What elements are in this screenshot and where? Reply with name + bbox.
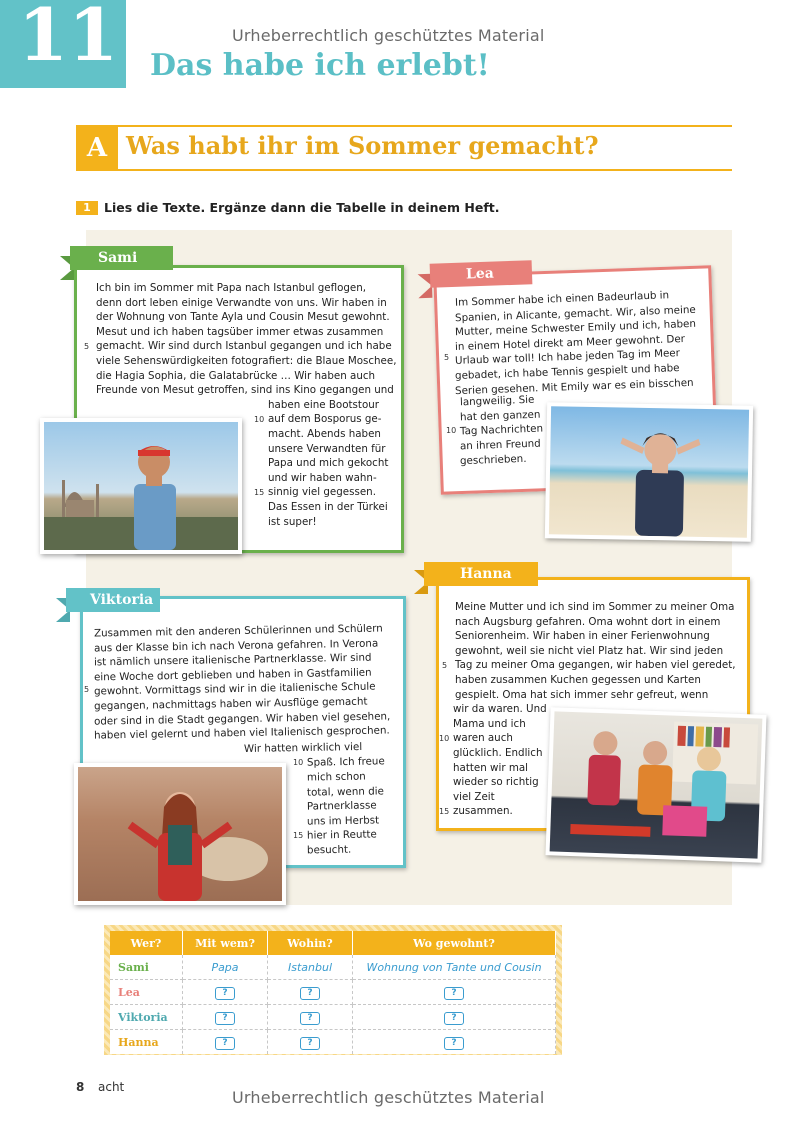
lea-text-line: Im Sommer habe ich einen Badeurlaub in — [454, 289, 670, 309]
viktoria-text-line: Spaß. Ich freue — [306, 755, 385, 770]
lea-text-line: geschrieben. — [459, 452, 527, 467]
sami-text-line: auf dem Bosporus ge- — [268, 413, 382, 426]
table-header-row — [110, 931, 556, 955]
sami-text-line: Mesut und ich haben tagsüber immer etwas zusammen — [96, 325, 384, 338]
tag-viktoria: Viktoria — [66, 588, 160, 612]
line-number: 5 — [442, 661, 448, 671]
viktoria-text-line: gewohnt. Vormittags sind wir in die italienische Schule — [93, 680, 376, 698]
line-number: 15 — [439, 807, 450, 817]
lea-text-line: Mutter, meine Schwester Emily und ich, haben — [454, 317, 697, 339]
hanna-text-line: waren auch — [453, 732, 513, 745]
lea-text-line: langweilig. Sie — [459, 393, 535, 409]
line-number: 10 — [446, 426, 457, 436]
row-name: Lea — [110, 980, 183, 1005]
task-instruction: Lies die Texte. Ergänze dann die Tabelle in deinem Heft. — [104, 200, 500, 215]
table-row — [110, 955, 556, 980]
viktoria-text-line: gegangen, nachmittags haben wir Ausflüge gemacht — [93, 695, 368, 713]
sami-text-line: unsere Verwandten für — [268, 442, 386, 455]
viktoria-text-line: haben viel gelernt und haben viel Italienisch gesprochen. — [93, 724, 390, 742]
photo-lea — [545, 402, 753, 542]
sami-text-line: und wir haben wahn- — [268, 471, 377, 484]
photo-sami — [40, 418, 242, 554]
line-number: 10 — [293, 758, 304, 768]
lea-text-line: Urlaub war toll! Ich habe jeden Tag im Meer — [454, 347, 681, 368]
chapter-number: 11 — [18, 0, 119, 77]
watermark-bottom: Urheberrechtlich geschütztes Material — [232, 1088, 545, 1107]
hanna-text-line: gespielt. Oma hat sich immer sehr gefreut, wenn — [455, 688, 709, 701]
hanna-text-line: zusammen. — [453, 805, 513, 818]
sami-text-line: Papa und mich gekocht — [268, 457, 389, 470]
table-row — [110, 1030, 556, 1055]
tag-hanna: Hanna — [424, 562, 538, 586]
results-table-grid — [110, 931, 556, 1054]
row-where — [268, 1005, 353, 1030]
lea-text-line: gebadet, ich habe Tennis gespielt und habe — [454, 362, 680, 382]
row-name: Sami — [110, 955, 183, 980]
section-title: Was habt ihr im Sommer gemacht? — [126, 131, 599, 160]
row-with — [183, 1005, 268, 1030]
lea-text-line: hat den ganzen — [459, 408, 541, 424]
line-number: 5 — [84, 342, 90, 352]
row-where — [268, 1030, 353, 1055]
tag-lea: Lea — [430, 260, 533, 288]
viktoria-text-line: hier in Reutte — [306, 828, 377, 842]
viktoria-text-line: uns im Herbst — [306, 814, 380, 828]
page-number: 8 — [76, 1080, 85, 1094]
line-number: 5 — [444, 353, 450, 363]
hanna-text-line: Mama und ich — [453, 717, 526, 730]
sami-text-line: ist super! — [268, 515, 317, 528]
hanna-text-line: Seniorenheim. Wir haben in einer Ferienwohnung — [455, 630, 710, 643]
table-header-where: Wohin? — [268, 931, 353, 955]
viktoria-text-line: besucht. — [306, 843, 352, 857]
viktoria-text-line: mich schon — [306, 770, 366, 784]
row-with — [183, 1030, 268, 1055]
row-lived: Wohnung von Tante und Cousin — [353, 955, 556, 980]
line-number: 15 — [254, 488, 265, 498]
sami-text-line: die Hagia Sophia, die Galatabrücke … Wir haben auch — [96, 369, 376, 382]
hanna-text-line: haben zusammen Kuchen gegessen und Karten — [455, 674, 701, 686]
hanna-text-line: wieder so richtig — [453, 776, 539, 789]
viktoria-text-line: Wir hatten wirklich viel — [243, 740, 363, 755]
hanna-text-line: Meine Mutter und ich sind im Sommer zu meiner Oma — [455, 601, 735, 613]
row-where — [268, 980, 353, 1005]
sami-text-line: gemacht. Wir sind durch Istanbul gegangen und ich habe — [96, 340, 392, 353]
photo-viktoria — [74, 763, 286, 905]
lea-text-line: in einem Hotel direkt am Meer gewohnt. Der — [454, 332, 686, 353]
table-header-with-whom: Mit wem? — [183, 931, 268, 955]
watermark-top: Urheberrechtlich geschütztes Material — [232, 26, 545, 45]
sami-text-line: Ich bin im Sommer mit Papa nach Istanbul geflogen, — [96, 282, 367, 294]
row-with — [183, 980, 268, 1005]
hanna-text-line: Tag zu meiner Oma gegangen, wir haben viel geredet, — [455, 659, 736, 672]
table-header-lived: Wo gewohnt? — [353, 931, 556, 955]
sami-text-line: denn dort leben einige Verwandte von uns. Wir haben in — [96, 296, 387, 309]
line-number: 10 — [439, 734, 450, 744]
row-where: Istanbul — [268, 955, 353, 980]
row-with: Papa — [183, 955, 268, 980]
question-icon: ? — [300, 987, 320, 1000]
hanna-text-line: gewohnt, weil sie nicht viel Platz hat. Wir sind jeden — [455, 644, 724, 657]
viktoria-text-line: Zusammen mit den anderen Schülerinnen und Schülern — [93, 622, 383, 640]
hanna-text-line: glücklich. Endlich — [453, 747, 543, 759]
tag-sami: Sami — [70, 246, 173, 270]
viktoria-text-line: aus der Klasse bin ich nach Verona gefahren. In Verona — [93, 637, 379, 655]
chapter-title: Das habe ich erlebt! — [150, 48, 490, 83]
hanna-text-line: hatten wir mal — [453, 761, 529, 774]
section-letter: A — [86, 133, 108, 163]
table-header-who: Wer? — [110, 931, 183, 955]
lea-text-line: Tag Nachrichten — [459, 422, 544, 438]
lea-text-line: an ihren Freund — [459, 437, 541, 453]
sami-text-line: haben eine Bootstour — [268, 398, 379, 411]
viktoria-text-line: ist nämlich unsere italienische Partnerklasse. Wir sind — [93, 651, 372, 669]
hanna-text-line: nach Augsburg gefahren. Oma wohnt dort in einem — [455, 615, 721, 628]
page-number-word: acht — [98, 1080, 125, 1094]
sami-text-line: sinnig viel gegessen. — [268, 486, 376, 499]
viktoria-text-line: Partnerklasse — [306, 799, 377, 813]
question-icon: ? — [444, 1037, 464, 1050]
question-icon: ? — [215, 1012, 235, 1025]
row-lived — [353, 1030, 556, 1055]
sami-text-line: viele Sehenswürdigkeiten fotografiert: die Blaue Moschee, — [96, 355, 397, 367]
line-number: 10 — [254, 415, 265, 425]
section-rule-bottom — [76, 169, 732, 171]
hanna-text-line: viel Zeit — [453, 790, 495, 803]
question-icon: ? — [215, 987, 235, 1000]
results-table — [104, 925, 562, 1055]
table-row — [110, 980, 556, 1005]
hanna-text-line: wir da waren. Und — [453, 703, 547, 716]
lea-text-line: Serien gesehen. Mit Emily war es ein bisschen — [454, 376, 694, 397]
row-name: Hanna — [110, 1030, 183, 1055]
sami-text-line: Das Essen in der Türkei — [268, 501, 388, 513]
line-number: 5 — [84, 685, 90, 695]
row-name: Viktoria — [110, 1005, 183, 1030]
question-icon: ? — [444, 987, 464, 1000]
viktoria-text-line: oder sind in die Stadt gegangen. Wir haben viel gesehen, — [93, 710, 391, 728]
table-row — [110, 1005, 556, 1030]
line-number: 15 — [293, 831, 304, 841]
photo-hanna — [545, 707, 766, 862]
question-icon: ? — [300, 1012, 320, 1025]
question-icon: ? — [300, 1037, 320, 1050]
lea-text-line: Spanien, in Alicante, gemacht. Wir, also meine — [454, 303, 696, 324]
sami-text-line: der Wohnung von Tante Ayla und Cousin Mesut gewohnt. — [96, 311, 390, 324]
row-lived — [353, 1005, 556, 1030]
section-rule-top — [76, 125, 732, 127]
task-number: 1 — [76, 201, 98, 215]
sami-text-line: Freunde von Mesut getroffen, sind ins Kino gegangen und — [96, 384, 394, 397]
viktoria-text-line: eine Woche dort geblieben und haben in Gastfamilien — [93, 666, 372, 684]
viktoria-text-line: total, wenn die — [306, 784, 384, 799]
sami-text-line: macht. Abends haben — [268, 428, 381, 440]
question-icon: ? — [444, 1012, 464, 1025]
question-icon: ? — [215, 1037, 235, 1050]
row-lived — [353, 980, 556, 1005]
